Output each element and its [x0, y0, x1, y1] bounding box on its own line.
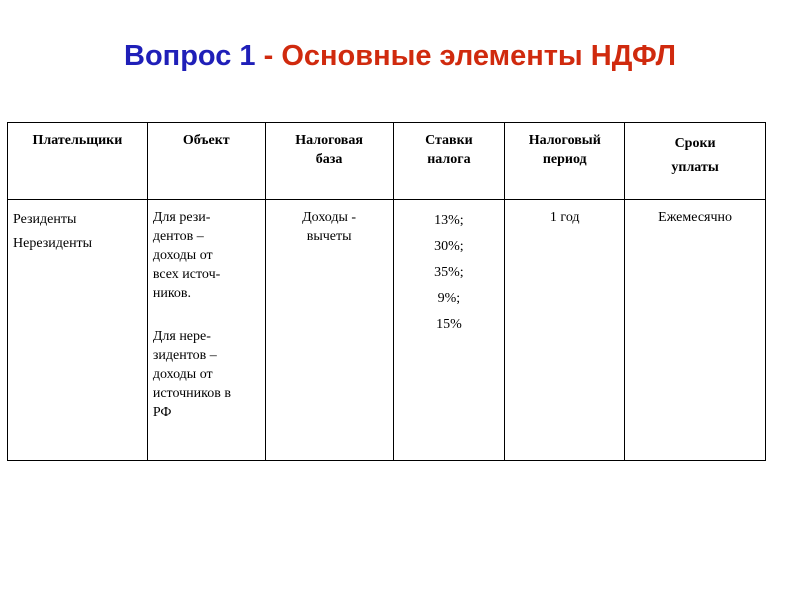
rate-item: 30%; — [434, 239, 464, 254]
header-tax-base — [265, 123, 393, 200]
header-tax-rates-line-2: налога — [427, 152, 471, 167]
header-tax-rates-line-1: Ставки — [425, 133, 473, 148]
tax-period-value: 1 год — [549, 210, 580, 225]
payment-deadline-value: Ежемесячно — [658, 210, 733, 225]
cell-tax-base — [265, 200, 393, 461]
table-row — [8, 200, 766, 461]
ndfl-elements-table — [7, 122, 766, 461]
object-nonresidents — [153, 327, 260, 422]
rate-item: 9%; — [437, 291, 461, 306]
object-nonresidents-line: РФ — [152, 405, 172, 420]
header-tax-base-line-2: база — [315, 152, 343, 167]
object-residents — [153, 208, 260, 303]
cell-tax-period — [505, 200, 625, 461]
header-tax-rates — [393, 123, 505, 200]
object-nonresidents-line: источников в — [152, 386, 231, 401]
cell-payers — [8, 200, 148, 461]
object-nonresidents-line: зидентов – — [152, 348, 217, 363]
payer-nonresidents: Нерезиденты — [13, 236, 93, 251]
object-residents-line: доходы от — [152, 248, 213, 263]
title-topic: Основные элементы НДФЛ — [281, 40, 676, 72]
rate-item: 35%; — [434, 265, 464, 280]
header-payment-deadline — [625, 123, 766, 200]
header-payers — [8, 123, 148, 200]
header-tax-period-line-2: период — [542, 152, 587, 167]
object-residents-line: ников. — [152, 286, 192, 301]
tax-base-line-2: вычеты — [306, 229, 352, 244]
header-tax-period — [505, 123, 625, 200]
object-nonresidents-line: доходы от — [152, 367, 213, 382]
slide-title — [0, 36, 800, 76]
header-object — [147, 123, 265, 200]
cell-tax-rates — [393, 200, 505, 461]
rate-item: 15% — [436, 317, 462, 332]
rate-item: 13%; — [434, 213, 464, 228]
title-question-number: Вопрос 1 — [124, 40, 256, 72]
title-separator: - — [255, 40, 282, 72]
tax-base-line-1: Доходы - — [302, 210, 357, 225]
object-residents-line: всех источ- — [152, 267, 221, 282]
object-paragraph-gap — [153, 303, 260, 327]
object-residents-line: Для рези- — [152, 210, 211, 225]
table-header-row — [8, 123, 766, 200]
header-tax-base-line-1: Налоговая — [295, 133, 363, 148]
object-residents-line: дентов – — [152, 229, 204, 244]
cell-payment-deadline — [625, 200, 766, 461]
header-tax-period-line-1: Налоговый — [528, 133, 601, 148]
cell-object — [147, 200, 265, 461]
header-deadline-line-1: Сроки — [674, 136, 716, 151]
object-nonresidents-line: Для нере- — [152, 329, 211, 344]
header-object-line-1: Объект — [182, 133, 230, 148]
header-payers-line-1: Плательщики — [32, 133, 123, 148]
payer-residents: Резиденты — [13, 212, 77, 227]
header-deadline-line-2: уплаты — [671, 160, 719, 175]
